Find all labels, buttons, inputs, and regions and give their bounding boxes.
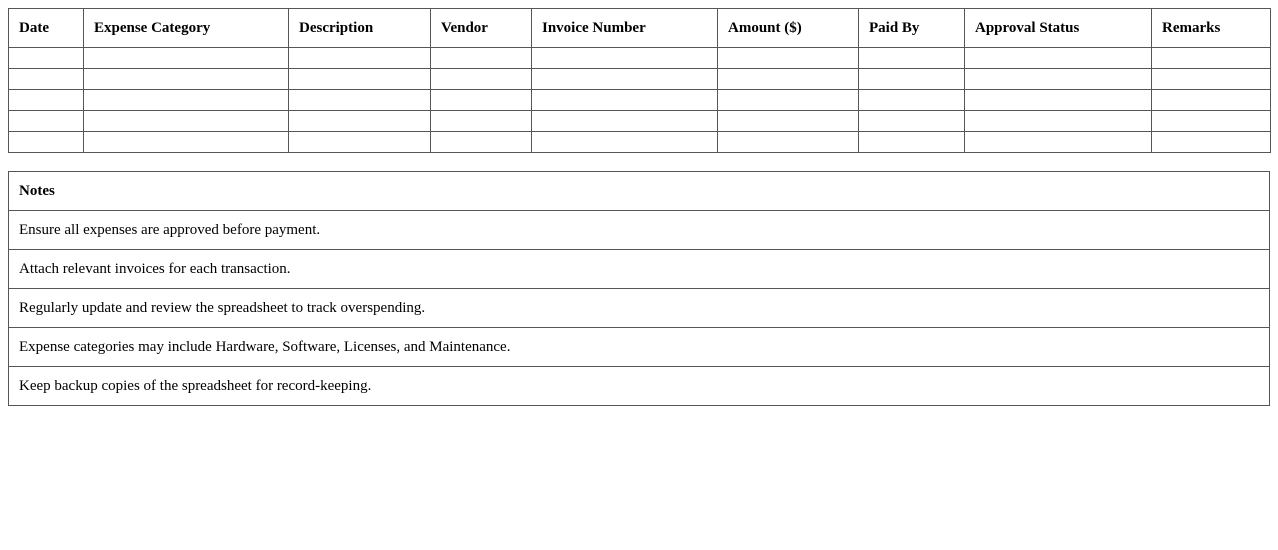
header-invoice-number: Invoice Number: [532, 9, 718, 48]
table-cell[interactable]: [289, 69, 431, 90]
note-row: [9, 328, 1270, 367]
table-cell[interactable]: [1152, 90, 1271, 111]
note-row: [9, 250, 1270, 289]
expense-table: [8, 8, 1271, 153]
table-cell[interactable]: [532, 69, 718, 90]
header-amount: Amount ($): [718, 9, 859, 48]
table-cell[interactable]: [965, 69, 1152, 90]
table-cell[interactable]: [289, 90, 431, 111]
table-row: [9, 69, 1271, 90]
table-cell[interactable]: [431, 69, 532, 90]
header-remarks: Remarks: [1152, 9, 1271, 48]
table-cell[interactable]: [532, 111, 718, 132]
notes-header-row: [9, 172, 1270, 211]
table-cell[interactable]: [859, 111, 965, 132]
table-row: [9, 111, 1271, 132]
table-cell[interactable]: [532, 48, 718, 69]
table-cell[interactable]: [859, 48, 965, 69]
table-cell[interactable]: [9, 48, 84, 69]
table-cell[interactable]: [1152, 111, 1271, 132]
note-item: Keep backup copies of the spreadsheet for record-keeping.: [9, 367, 1270, 406]
notes-title: Notes: [9, 172, 1270, 211]
table-cell[interactable]: [84, 48, 289, 69]
header-description: Description: [289, 9, 431, 48]
table-cell[interactable]: [431, 90, 532, 111]
table-cell[interactable]: [532, 132, 718, 153]
table-cell[interactable]: [431, 111, 532, 132]
table-row: [9, 48, 1271, 69]
note-item: Regularly update and review the spreadsheet to track overspending.: [9, 289, 1270, 328]
table-cell[interactable]: [9, 90, 84, 111]
table-cell[interactable]: [859, 132, 965, 153]
table-cell[interactable]: [1152, 132, 1271, 153]
table-cell[interactable]: [859, 69, 965, 90]
table-row: [9, 132, 1271, 153]
table-cell[interactable]: [965, 132, 1152, 153]
header-expense-category: Expense Category: [84, 9, 289, 48]
table-cell[interactable]: [532, 90, 718, 111]
note-item: Expense categories may include Hardware, Software, Licenses, and Maintenance.: [9, 328, 1270, 367]
table-cell[interactable]: [965, 111, 1152, 132]
table-cell[interactable]: [965, 48, 1152, 69]
note-item: Attach relevant invoices for each transaction.: [9, 250, 1270, 289]
table-cell[interactable]: [84, 132, 289, 153]
header-paid-by: Paid By: [859, 9, 965, 48]
table-cell[interactable]: [718, 69, 859, 90]
table-cell[interactable]: [9, 132, 84, 153]
table-cell[interactable]: [431, 132, 532, 153]
header-approval-status: Approval Status: [965, 9, 1152, 48]
notes-table: [8, 171, 1270, 406]
note-item: Ensure all expenses are approved before payment.: [9, 211, 1270, 250]
header-vendor: Vendor: [431, 9, 532, 48]
table-cell[interactable]: [718, 48, 859, 69]
table-cell[interactable]: [431, 48, 532, 69]
table-cell[interactable]: [289, 48, 431, 69]
note-row: [9, 289, 1270, 328]
table-cell[interactable]: [289, 132, 431, 153]
note-row: [9, 211, 1270, 250]
table-cell[interactable]: [859, 90, 965, 111]
table-cell[interactable]: [1152, 48, 1271, 69]
table-cell[interactable]: [9, 111, 84, 132]
table-cell[interactable]: [84, 90, 289, 111]
table-cell[interactable]: [1152, 69, 1271, 90]
table-cell[interactable]: [9, 69, 84, 90]
table-cell[interactable]: [965, 90, 1152, 111]
header-date: Date: [9, 9, 84, 48]
note-row: [9, 367, 1270, 406]
table-cell[interactable]: [718, 132, 859, 153]
table-row: [9, 90, 1271, 111]
table-cell[interactable]: [289, 111, 431, 132]
table-cell[interactable]: [84, 111, 289, 132]
header-row: [9, 9, 1271, 48]
table-cell[interactable]: [84, 69, 289, 90]
table-cell[interactable]: [718, 90, 859, 111]
table-cell[interactable]: [718, 111, 859, 132]
